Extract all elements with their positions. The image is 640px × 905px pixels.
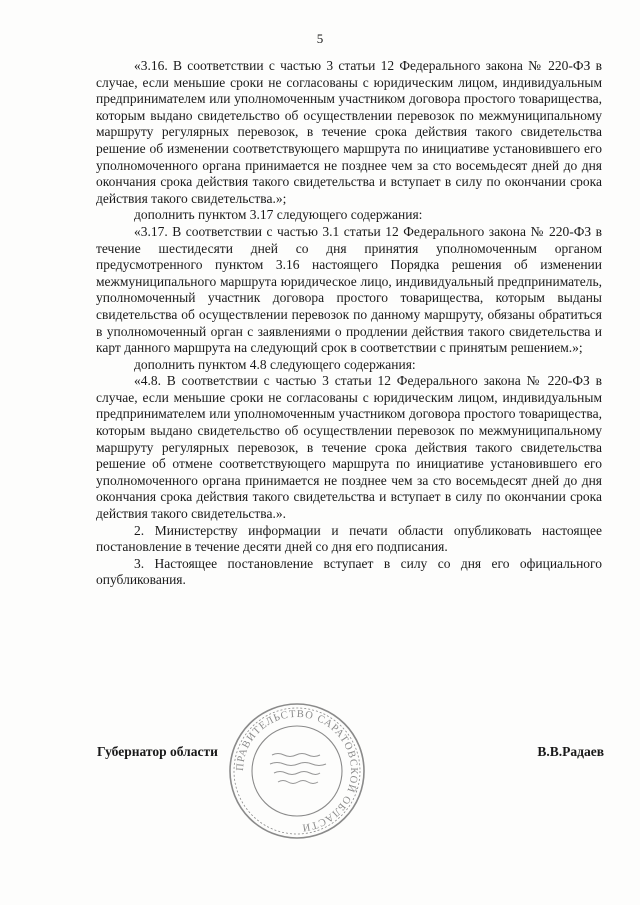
official-seal-icon bbox=[226, 700, 368, 842]
paragraph-insert-4-8: дополнить пунктом 4.8 следующего содержания: bbox=[134, 356, 416, 372]
paragraph-4-8: «4.8. В соответствии с частью 3 статьи 12 Федерального закона № 220-ФЗ в случае, если меньшие сроки не согласованы с юридическим лицом, индивидуальным предпринимателем или уполномоченным участником договора простого товарищества, которым выдано свидетельство об осуществлении перевозок по межмуниципальному маршруту регулярных перевозок, в течение срока действия такого свидетельства решение об отмене соответствующего маршрута по инициативе установившего его уполномоченного органа принимается не позднее чем за сто восемьдесят дней до дня окончания срока действия такого свидетельства и вступает в силу по окончании срока действия такого свидетельства.». bbox=[96, 373, 602, 522]
page-number: 5 bbox=[316, 31, 324, 46]
paragraph-item-3: 3. Настоящее постановление вступает в силу со дня его официального опубликования. bbox=[96, 555, 602, 588]
signatory-position: Губернатор области bbox=[97, 744, 218, 759]
paragraph-3-17: «3.17. В соответствии с частью 3.1 статьи 12 Федерального закона № 220-ФЗ в течение шестидесяти дней со дня принятия уполномоченным органом предусмотренного пунктом 3.16 настоящего Порядка решения об изменении межмуниципального маршрута юридическое лицо, индивидуальный предприниматель, уполномоченный участник договора простого товарищества, которым выданы свидетельства об осуществлении перевозок по данному маршруту, обязаны обратиться в уполномоченный орган с заявлениями о продлении действия такого свидетельства и карт данного маршрута на следующий срок в соответствии с принятым решением.»; bbox=[96, 223, 602, 356]
paragraph-item-2: 2. Министерству информации и печати области опубликовать настоящее постановление в течение десяти дней со дня его подписания. bbox=[96, 522, 602, 555]
document-body bbox=[96, 58, 602, 589]
signatory-name: В.В.Радаев bbox=[537, 744, 604, 759]
seal-ring-text: ПРАВИТЕЛЬСТВО САРАТОВСКОЙ ОБЛАСТИ bbox=[234, 708, 360, 833]
paragraph-3-16: «3.16. В соответствии с частью 3 статьи 12 Федерального закона № 220-ФЗ в случае, если меньшие сроки не согласованы с юридическим лицом, индивидуальным предпринимателем или уполномоченным участником договора простого товарищества, которым выдано свидетельство об осуществлении перевозок по межмуниципальному маршруту регулярных перевозок, в течение срока действия такого свидетельства решение об изменении соответствующего маршрута по инициативе установившего его уполномоченного органа принимается не позднее чем за сто восемьдесят дней до дня окончания срока действия такого свидетельства и вступает в силу по окончании срока действия такого свидетельства.»; bbox=[96, 58, 602, 206]
svg-text:ПРАВИТЕЛЬСТВО САРАТОВСКОЙ ОБЛА bbox=[235, 709, 359, 833]
paragraph-insert-3-17: дополнить пунктом 3.17 следующего содержания: bbox=[134, 207, 423, 223]
